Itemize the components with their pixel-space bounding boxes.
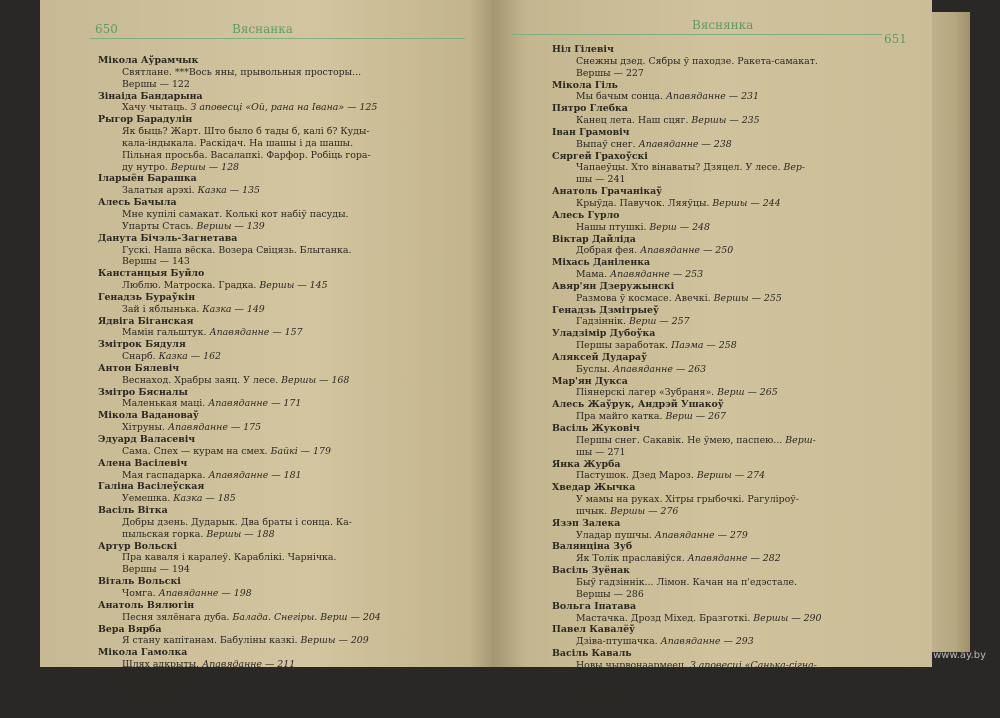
work-genre-page: Апавяданне — 279 bbox=[654, 529, 748, 541]
author-name: Мар'ян Дукса bbox=[552, 375, 628, 387]
author-name: Павел Кавалёў bbox=[552, 624, 636, 636]
author-name: Васіль Жуковіч bbox=[552, 423, 640, 434]
work-genre-page: Вершы — 145 bbox=[259, 280, 328, 292]
work-genre-page: Верш — 265 bbox=[717, 387, 778, 399]
work-title: Піянерскі лагер «Зубраня». bbox=[576, 387, 718, 399]
work-genre-page: Апавяданне — 263 bbox=[613, 363, 707, 375]
right-page-number: 651 bbox=[884, 32, 907, 46]
author-name: Аляксей Дудараў bbox=[552, 351, 648, 363]
author-name: Алесь Бачыла bbox=[98, 197, 177, 209]
work-line bbox=[552, 506, 922, 518]
author-name: Данута Бічэль-Загнетава bbox=[98, 232, 238, 244]
work-title: Зай і яблынька. bbox=[122, 303, 203, 315]
work-title: Сама. Спех — курам на смех. bbox=[122, 445, 271, 457]
work-line bbox=[552, 435, 922, 447]
work-genre-page: Апавяданне — 250 bbox=[640, 245, 734, 257]
author-name: Сяргей Грахоўскі bbox=[552, 150, 648, 162]
work-line bbox=[98, 375, 478, 387]
work-genre-page: Казка — 135 bbox=[197, 185, 260, 197]
author-name: Змітро Бясналы bbox=[98, 386, 188, 398]
work-title: Уемешка. bbox=[122, 493, 174, 505]
work-genre-page: Вершы — 235 bbox=[691, 115, 760, 127]
work-title: Як Толік праславіўся. bbox=[576, 553, 688, 565]
work-line bbox=[552, 56, 922, 68]
work-title: Шлях адкрыты. bbox=[122, 659, 203, 671]
work-title: Снарб. bbox=[122, 351, 159, 363]
page-edges bbox=[932, 12, 970, 652]
work-genre-page: Казка — 149 bbox=[202, 303, 265, 315]
work-title: Вершы — 227 bbox=[576, 67, 644, 79]
work-genre-page: Апавяданне — 198 bbox=[158, 587, 252, 599]
work-genre-page: Апавяданне — 171 bbox=[208, 398, 302, 410]
work-title: Горад без папугайчыкаў. bbox=[122, 682, 251, 694]
work-genre-page: Паэма — 258 bbox=[671, 340, 737, 352]
work-title: Святлане. ***Вось яны, прывольныя просторы... bbox=[122, 66, 362, 78]
work-genre-page: Верш — 257 bbox=[629, 316, 690, 328]
author-name: Мікола Аўрамчык bbox=[98, 55, 199, 66]
work-title: Пра майго катка. bbox=[576, 411, 666, 423]
author-name: Язэп Залека bbox=[552, 517, 621, 529]
work-genre-page: Апавяданне — 231 bbox=[665, 91, 759, 103]
work-title: Мая гаспадарка. bbox=[122, 469, 209, 481]
work-genre-page: Апавяданне — 293 bbox=[660, 636, 754, 648]
author-name: Віктар Казько bbox=[552, 683, 632, 695]
work-line bbox=[98, 706, 478, 718]
author-name: Мікола Гіль bbox=[552, 79, 618, 91]
work-title: Чомга. bbox=[122, 587, 159, 599]
work-line bbox=[98, 493, 478, 505]
work-title: Крыўда. Павучок. Ляяўцы. bbox=[576, 197, 713, 209]
work-title: Песня зялёнага дуба. bbox=[122, 611, 233, 623]
work-title: Гадзіннік. bbox=[576, 316, 629, 328]
author-name: Галіна Васілеўская bbox=[98, 481, 205, 493]
author-name: Віктар Гардзей bbox=[98, 694, 183, 706]
work-genre-page: Казка — 185 bbox=[173, 493, 236, 505]
work-title: Мастачка. Дрозд Міхед. Бразготкі. bbox=[576, 612, 754, 624]
work-title: Першы заработак. bbox=[576, 340, 672, 352]
work-line bbox=[552, 577, 922, 589]
author-name: Ніл Гілевіч bbox=[552, 44, 614, 55]
work-genre-page: Вершы — 274 bbox=[696, 470, 766, 482]
author-name: Артур Вольскі bbox=[98, 540, 178, 552]
work-title: Канец лета. Наш сцяг. bbox=[576, 115, 692, 127]
author-name: Генадзь Дзмітрыеў bbox=[552, 304, 659, 316]
work-line bbox=[98, 138, 478, 150]
work-line bbox=[552, 695, 922, 707]
work-line bbox=[98, 102, 478, 114]
work-line bbox=[98, 470, 478, 482]
work-line bbox=[98, 280, 478, 292]
author-name: Антон Бялевіч bbox=[98, 362, 180, 374]
open-book bbox=[40, 0, 970, 718]
work-genre-page: Апавяданне — 157 bbox=[209, 327, 303, 339]
work-title: Мне купілі самакат. Колькі кот набіў пасуды. bbox=[122, 208, 349, 220]
work-line bbox=[552, 470, 922, 482]
work-line bbox=[552, 660, 922, 672]
work-title: Вершы — 122 bbox=[122, 78, 190, 90]
author-name: Ядвіга Біганская bbox=[98, 315, 194, 327]
author-name: Васіль Зуёнак bbox=[552, 565, 630, 577]
right-contents-list bbox=[552, 44, 922, 707]
author-name: Эдуард Валасевіч bbox=[98, 434, 196, 445]
work-title: Нашы птушкі. bbox=[576, 221, 650, 233]
author-name: Янка Журба bbox=[552, 458, 621, 470]
work-genre-page: Апавяданне — 253 bbox=[610, 269, 704, 281]
author-name: Віталь Вольскі bbox=[98, 576, 181, 588]
work-line bbox=[552, 115, 922, 127]
work-line bbox=[98, 552, 478, 564]
work-title: Пільная просьба. Васалапкі. Фарфор. Робіць гора- bbox=[122, 149, 371, 161]
work-line bbox=[552, 139, 922, 151]
work-genre-page: Верш- bbox=[785, 434, 816, 446]
author-name: Зінаіда Бандарына bbox=[98, 90, 203, 102]
work-title: Веснаход. Храбры заяц. У лесе. bbox=[122, 374, 282, 386]
work-genre-page: Вершы — 244 bbox=[712, 197, 781, 209]
work-genre-page: Вершы — 255 bbox=[713, 292, 782, 304]
right-running-title: Вяснянка bbox=[692, 18, 754, 32]
author-name: Уладзімір Дубоўка bbox=[552, 328, 656, 340]
author-name: Алесь Гурло bbox=[552, 209, 620, 221]
work-title: Упарты Стась. bbox=[122, 220, 197, 232]
work-title: Уладар пушчы. bbox=[576, 529, 655, 541]
work-line bbox=[98, 398, 478, 410]
left-running-title: Вяснанка bbox=[232, 22, 293, 36]
work-line bbox=[552, 364, 922, 376]
work-title: пыльская горка. bbox=[122, 528, 207, 540]
work-genre-page: Апавяданне — 282 bbox=[687, 553, 781, 565]
work-title: Быў гадзіннік... Лімон. Качан на п'едэстале. bbox=[576, 576, 798, 588]
work-line bbox=[98, 588, 478, 600]
author-name: Анатоль Вялюгін bbox=[98, 599, 195, 611]
work-line bbox=[98, 185, 478, 197]
work-title: Хітруны. bbox=[122, 422, 169, 434]
work-line bbox=[552, 222, 922, 234]
work-line bbox=[98, 245, 478, 257]
work-title: ду нутро. bbox=[122, 161, 171, 173]
work-title: Першы снег. Сакавік. Не ўмею, паспею... bbox=[576, 434, 786, 446]
work-line bbox=[98, 126, 478, 138]
work-line bbox=[98, 517, 478, 529]
author-name: Вольга Іпатава bbox=[552, 600, 637, 612]
author-name: Мікола Гамолка bbox=[98, 647, 188, 659]
work-title: Маленькая маці. bbox=[122, 398, 209, 410]
work-genre-page: Верш — 248 bbox=[649, 221, 710, 233]
work-line bbox=[552, 91, 922, 103]
work-title: шы — 271 bbox=[576, 446, 626, 458]
author-name: Валянціна Зуб bbox=[552, 541, 633, 553]
work-genre-page: Верш — 267 bbox=[665, 411, 727, 423]
work-genre-page: Апавяданне — 215 bbox=[250, 682, 344, 694]
work-line bbox=[98, 659, 478, 671]
author-name: Віктар Дайліда bbox=[552, 233, 636, 245]
author-name: Мікола Вадановаў bbox=[98, 410, 199, 422]
work-title: Новы чырвонаармеец. bbox=[576, 659, 690, 671]
work-title: Выпаў снег. bbox=[576, 138, 639, 150]
work-line bbox=[552, 636, 922, 648]
work-line bbox=[98, 256, 478, 268]
author-name: Вісарыён Гарбук bbox=[98, 670, 192, 682]
work-line bbox=[98, 327, 478, 339]
work-genre-page: Вершы — 188 bbox=[206, 528, 275, 540]
left-header-rule bbox=[90, 38, 465, 39]
work-title: Вершы — 194 bbox=[122, 564, 190, 576]
work-genre-page: З аповесці «Ой, рана на Івана» — 125 bbox=[190, 102, 378, 114]
work-title: Люблю. Матроска. Градка. bbox=[122, 280, 260, 292]
work-line bbox=[552, 530, 922, 542]
left-contents-list bbox=[98, 55, 478, 718]
work-genre-page: Вершы — 139 bbox=[196, 220, 265, 232]
author-name: Хведар Жычка bbox=[552, 482, 636, 494]
author-name: Пятро Глебка bbox=[552, 103, 628, 115]
work-genre-page: Вершы — 168 bbox=[281, 374, 350, 386]
work-title: Я стану капітанам. Бабуліны казкі. bbox=[122, 635, 301, 647]
work-genre-page: Вершы — 209 bbox=[300, 635, 369, 647]
work-title: Мамін гальштук. bbox=[122, 327, 210, 339]
work-title: Чапаеўцы. Хто вінаваты? Дзяцел. У лесе. bbox=[576, 162, 784, 174]
work-genre-page: Вершы — 225 bbox=[212, 706, 281, 718]
work-genre-page: Вершы — 276 bbox=[610, 505, 679, 517]
author-name: Змітрок Бядуля bbox=[98, 339, 186, 351]
work-line bbox=[98, 422, 478, 434]
work-genre-page: Казка — 162 bbox=[158, 351, 221, 363]
work-line bbox=[552, 553, 922, 565]
work-line bbox=[552, 589, 922, 601]
work-title: Як быць? Жарт. Што было б тады б, калі б? Куды- bbox=[122, 126, 370, 138]
work-title: шчык. bbox=[576, 505, 611, 517]
work-genre-page: Байкі — 179 bbox=[270, 445, 331, 457]
work-line bbox=[552, 411, 922, 423]
work-line bbox=[98, 683, 478, 695]
work-line bbox=[552, 269, 922, 281]
work-title: Мы бачым сонца. bbox=[576, 91, 666, 103]
work-title: Пра каваля і каралеў. Караблікі. Чарнічка. bbox=[122, 552, 337, 564]
work-title: У мамы на руках. Хітры грыбочкі. Рагуліроў- bbox=[576, 494, 799, 506]
work-title: Залатыя арэхі. bbox=[122, 185, 198, 197]
author-name: Анатоль Грачанікаў bbox=[552, 186, 663, 198]
work-title: Хачу чытаць. bbox=[122, 102, 191, 114]
work-line bbox=[552, 162, 922, 174]
work-line bbox=[98, 162, 478, 174]
left-page-number: 650 bbox=[95, 22, 118, 36]
work-line bbox=[552, 494, 922, 506]
work-line bbox=[98, 529, 478, 541]
work-genre-page: Балада. Снегіры. Верш — 204 bbox=[232, 611, 381, 623]
work-genre-page: Апавяданне — 181 bbox=[208, 469, 302, 481]
work-line bbox=[552, 447, 922, 459]
work-title: Вершы — 143 bbox=[122, 256, 190, 268]
right-page bbox=[492, 0, 932, 707]
work-line bbox=[98, 209, 478, 221]
author-name: Алесь Жаўрук, Андрэй Ушакоў bbox=[552, 399, 724, 411]
left-page bbox=[40, 0, 492, 718]
work-line bbox=[552, 613, 922, 625]
work-title: ліст» — 296 bbox=[576, 671, 635, 683]
author-name: Іван Грамовіч bbox=[552, 126, 630, 138]
work-title: Вершы — 286 bbox=[576, 588, 644, 600]
work-genre-page: Вершы — 128 bbox=[170, 161, 240, 173]
author-name: Рыгор Барадулін bbox=[98, 114, 193, 126]
work-line bbox=[552, 174, 922, 186]
work-title: Снежны дзед. Сябры ў паходзе. Ракета-самакат. bbox=[576, 55, 818, 67]
work-line bbox=[552, 245, 922, 257]
author-name: Авяр'ян Дзеружынскі bbox=[552, 280, 675, 292]
author-name: Васіль Каваль bbox=[552, 648, 632, 660]
work-line bbox=[98, 79, 478, 91]
work-genre-page: Вер- bbox=[783, 162, 806, 174]
author-name: Канстанцыя Буйло bbox=[98, 268, 205, 280]
watermark: www.ay.by bbox=[933, 650, 986, 661]
work-title: Дапамог. Часнок. bbox=[122, 706, 213, 718]
work-genre-page: Вершы — 290 bbox=[753, 612, 822, 624]
work-title: Дзіва-птушачка. bbox=[576, 636, 661, 648]
work-genre-page: Апавяданне — 211 bbox=[202, 659, 296, 671]
work-line bbox=[98, 67, 478, 79]
work-title: Мама. bbox=[576, 269, 611, 281]
work-line bbox=[552, 293, 922, 305]
work-title: Добрая фея. bbox=[576, 245, 641, 257]
work-genre-page: З аповесці «Санька-сігна- bbox=[689, 659, 817, 671]
work-title: Буслы. bbox=[576, 363, 614, 375]
work-title: Пастушок. Дзед Мароз. bbox=[576, 470, 697, 482]
work-line bbox=[552, 316, 922, 328]
author-name: Генадзь Бураўкін bbox=[98, 291, 196, 303]
work-line bbox=[552, 340, 922, 352]
author-name: Васіль Вітка bbox=[98, 505, 168, 517]
work-line bbox=[552, 198, 922, 210]
work-title: Добры дзень. Дударык. Два браты і сонца. Ка- bbox=[122, 516, 352, 528]
work-line bbox=[98, 221, 478, 233]
work-title: кала-індыкала. Раскідач. На шашы і да шашы. bbox=[122, 137, 354, 149]
work-line bbox=[98, 304, 478, 316]
author-name: Алена Васілевіч bbox=[98, 457, 188, 469]
work-genre-page: Апавяданне — 175 bbox=[168, 422, 262, 434]
work-line bbox=[98, 351, 478, 363]
work-genre-page: Апавяданне — 300 bbox=[660, 695, 754, 707]
work-line bbox=[552, 68, 922, 80]
work-line bbox=[552, 672, 922, 684]
author-name: Вера Вярба bbox=[98, 623, 162, 635]
work-title: Хлопчыкі і конь. bbox=[576, 695, 661, 707]
work-line bbox=[98, 564, 478, 576]
right-header-rule bbox=[512, 34, 882, 35]
work-line bbox=[552, 387, 922, 399]
work-title: Гускі. Наша вёска. Возера Свіцязь. Блытанка. bbox=[122, 244, 352, 256]
work-title: Размова ў космасе. Авечкі. bbox=[576, 292, 714, 304]
work-line bbox=[98, 446, 478, 458]
author-name: Іларыён Барашка bbox=[98, 173, 197, 185]
work-line bbox=[98, 150, 478, 162]
work-line bbox=[98, 635, 478, 647]
work-title: шы — 241 bbox=[576, 174, 626, 186]
work-line bbox=[98, 612, 478, 624]
author-name: Міхась Даніленка bbox=[552, 257, 651, 269]
work-genre-page: Апавяданне — 238 bbox=[638, 138, 732, 150]
